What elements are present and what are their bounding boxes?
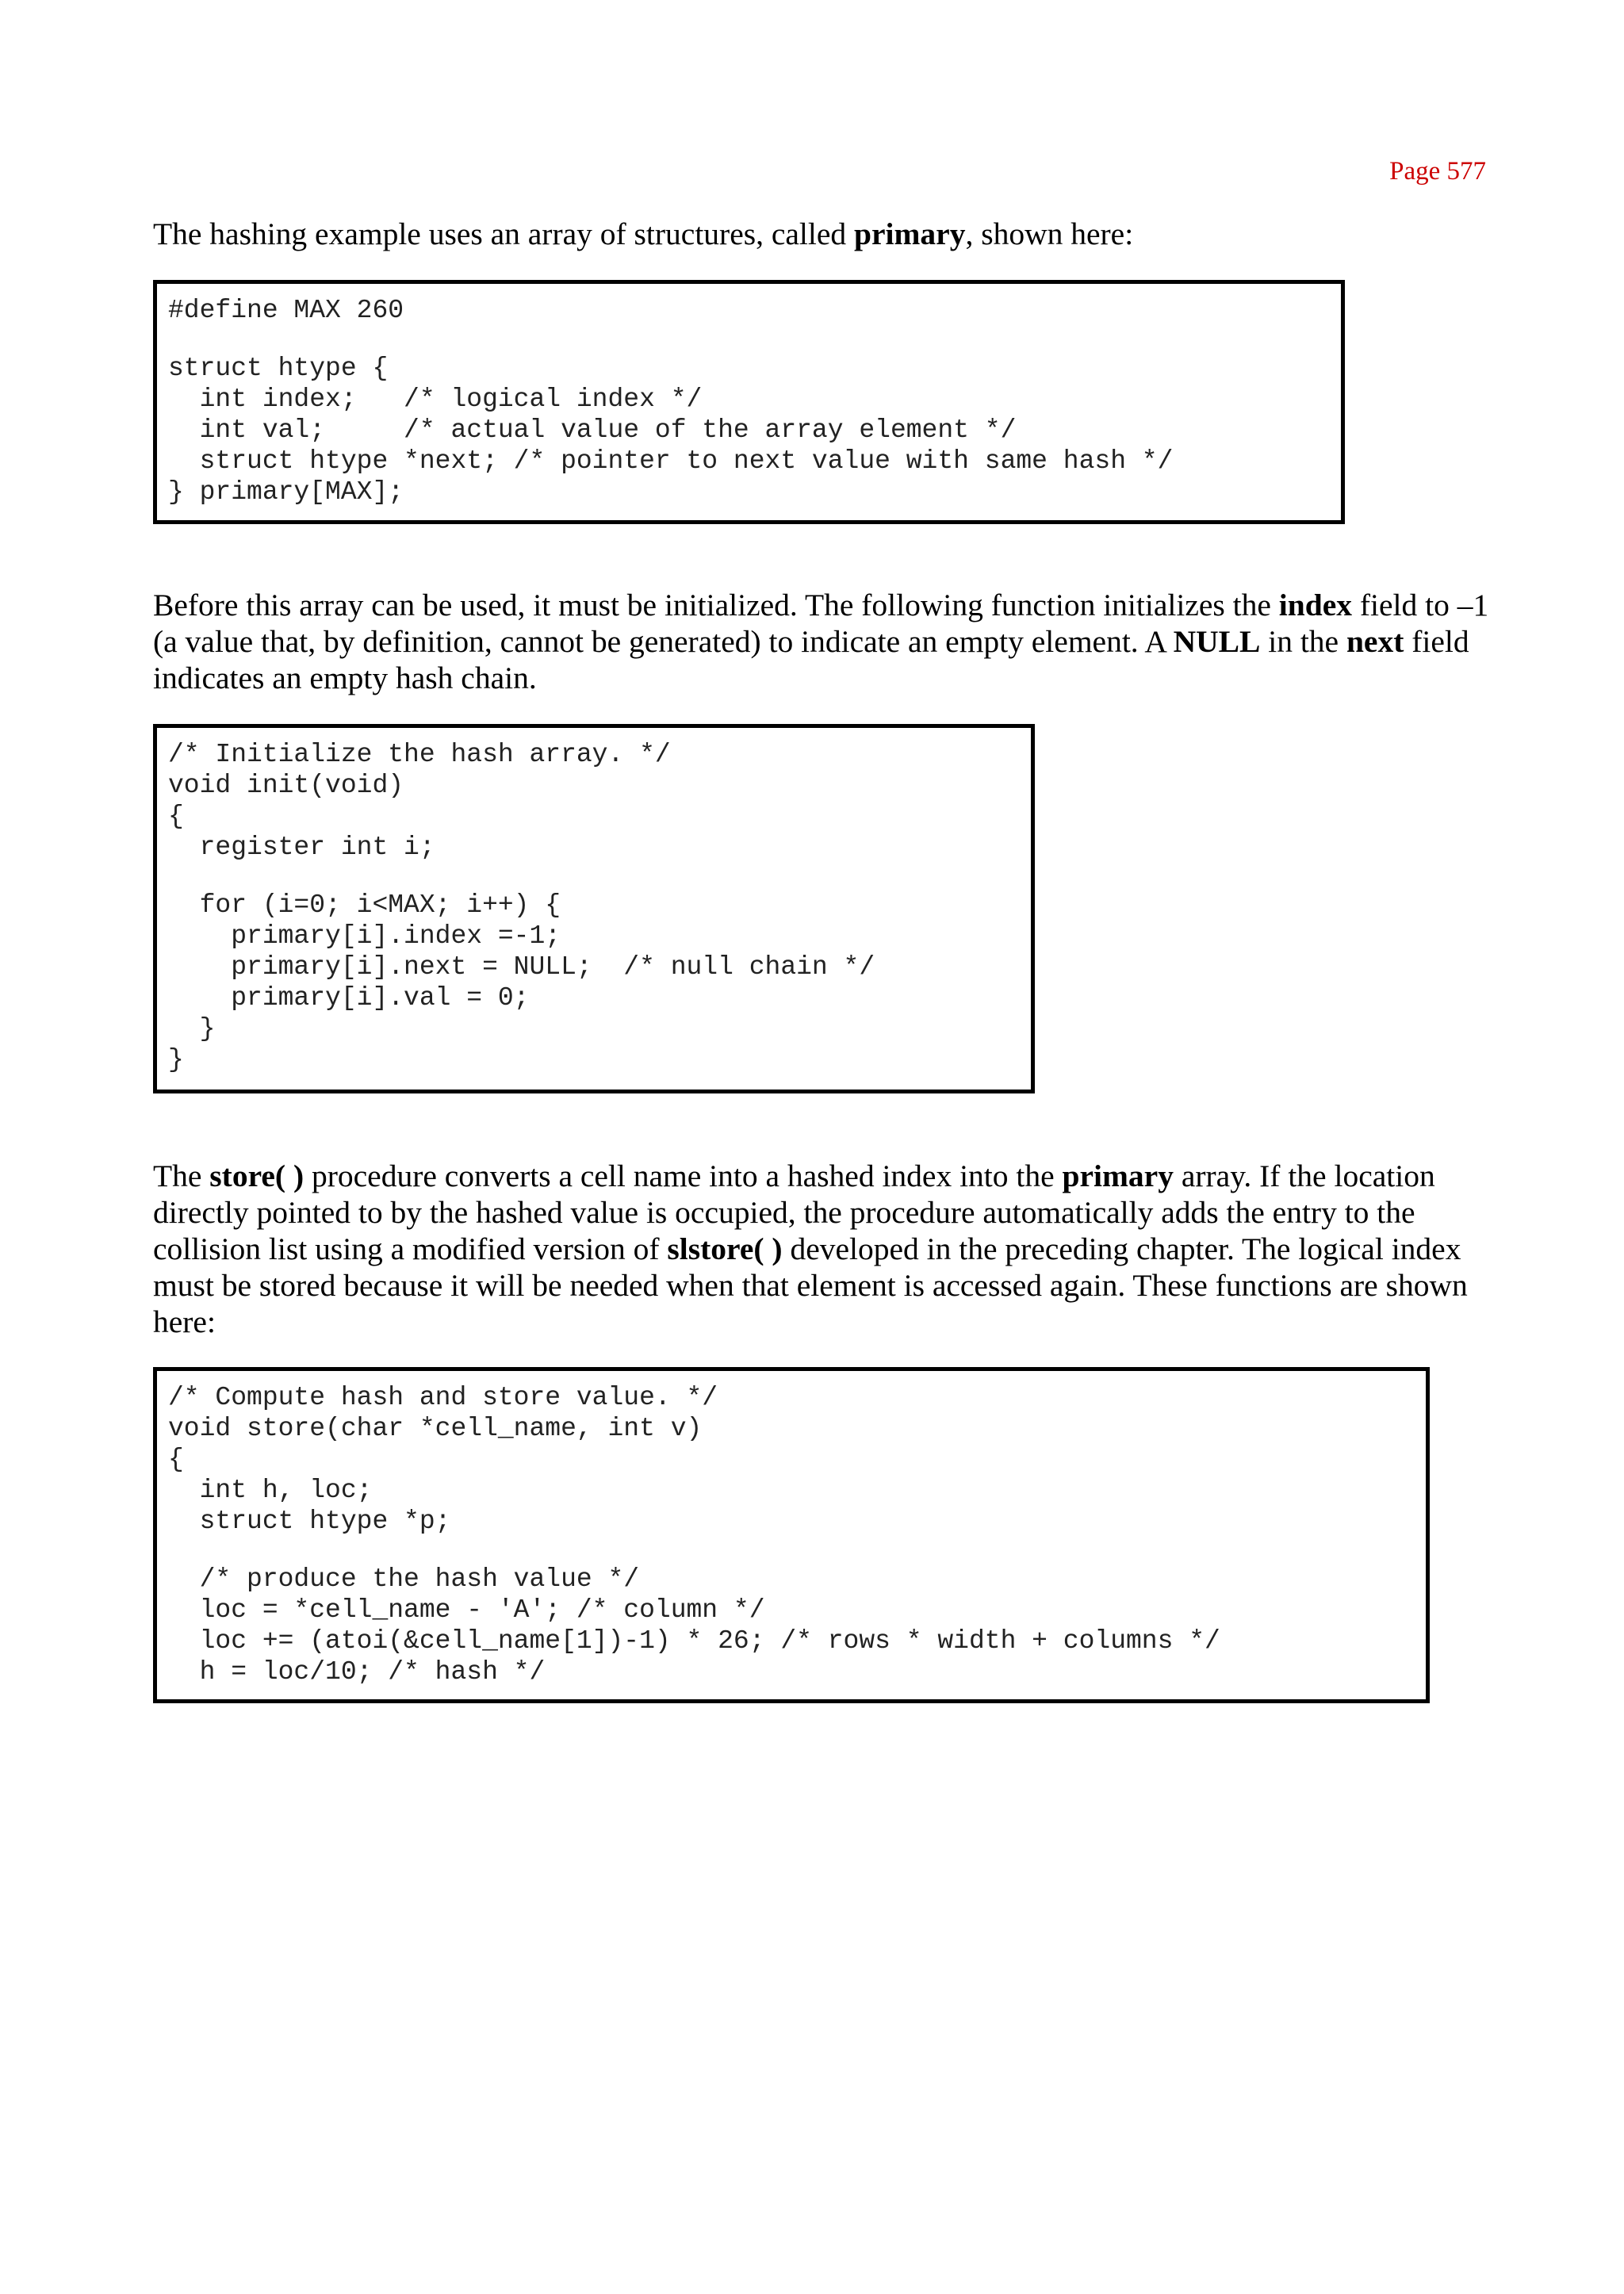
text: field to –1 (a value that, by definition, cannot be generated) to indicate an empty element. A <box>153 588 1489 659</box>
code-line: h = loc/10; /* hash */ <box>168 1657 546 1687</box>
code-blank-line <box>168 1537 1426 1564</box>
code-line: } primary[MAX]; <box>168 477 404 507</box>
code-line: int index; /* logical index */ <box>168 385 703 414</box>
code-line: for (i=0; i<MAX; i++) { <box>168 890 561 920</box>
code-line: /* Initialize the hash array. */ <box>168 740 671 769</box>
text: developed in the preceding chapter. The logical index must be stored because it will be needed when that element is accessed again. These functions are shown here: <box>153 1231 1468 1339</box>
term-null: NULL <box>1173 624 1261 659</box>
code-line: } <box>168 1045 184 1074</box>
text: array. If the location directly pointed to by the hashed value is occupied, the procedure automatically adds the entry to the collision list using a modified version of <box>153 1158 1435 1266</box>
text: The <box>153 1158 210 1193</box>
code-block-struct <box>153 280 1345 524</box>
code-line: primary[i].val = 0; <box>168 983 530 1013</box>
term-index: index <box>1278 588 1352 622</box>
text: The hashing example uses an array of structures, called <box>153 216 855 251</box>
term-primary: primary <box>1062 1158 1174 1193</box>
text: , shown here: <box>965 216 1134 251</box>
code-line: loc = *cell_name - 'A'; /* column */ <box>168 1595 765 1625</box>
code-line: /* produce the hash value */ <box>168 1564 640 1594</box>
paragraph-store <box>153 1158 1501 1340</box>
term-next: next <box>1346 624 1404 659</box>
code-line: } <box>168 1014 216 1044</box>
code-line: int h, loc; <box>168 1476 373 1505</box>
text: procedure converts a cell name into a hashed index into the <box>304 1158 1063 1193</box>
term-primary: primary <box>854 216 966 251</box>
code-line: primary[i].index =-1; <box>168 921 561 951</box>
code-line: /* Compute hash and store value. */ <box>168 1383 718 1412</box>
text: Before this array can be used, it must be initialized. The following function initializes the <box>153 588 1279 622</box>
page-number: Page 577 <box>1389 157 1486 186</box>
code-line: loc += (atoi(&cell_name[1])-1) * 26; /* rows * width + columns */ <box>168 1626 1220 1656</box>
code-block-init <box>153 724 1035 1093</box>
code-blank-line <box>168 326 1341 353</box>
code-line: struct htype *p; <box>168 1507 451 1536</box>
code-line: void init(void) <box>168 771 404 800</box>
code-line: { <box>168 802 184 831</box>
code-line: int val; /* actual value of the array element */ <box>168 416 1017 445</box>
code-block-store <box>153 1367 1430 1703</box>
term-slstore: slstore( ) <box>667 1231 783 1266</box>
code-line: primary[i].next = NULL; /* null chain */ <box>168 952 875 982</box>
code-line: { <box>168 1445 184 1474</box>
paragraph-intro <box>153 216 1501 252</box>
code-line: struct htype { <box>168 354 389 383</box>
code-line: #define MAX 260 <box>168 296 404 325</box>
text: in the <box>1260 624 1346 659</box>
paragraph-init <box>153 587 1501 696</box>
text: field indicates an empty hash chain. <box>153 624 1469 695</box>
code-line: register int i; <box>168 833 435 862</box>
code-blank-line <box>168 863 1031 890</box>
code-line: void store(char *cell_name, int v) <box>168 1414 703 1443</box>
code-line: struct htype *next; /* pointer to next value with same hash */ <box>168 446 1174 476</box>
term-store: store( ) <box>209 1158 304 1193</box>
